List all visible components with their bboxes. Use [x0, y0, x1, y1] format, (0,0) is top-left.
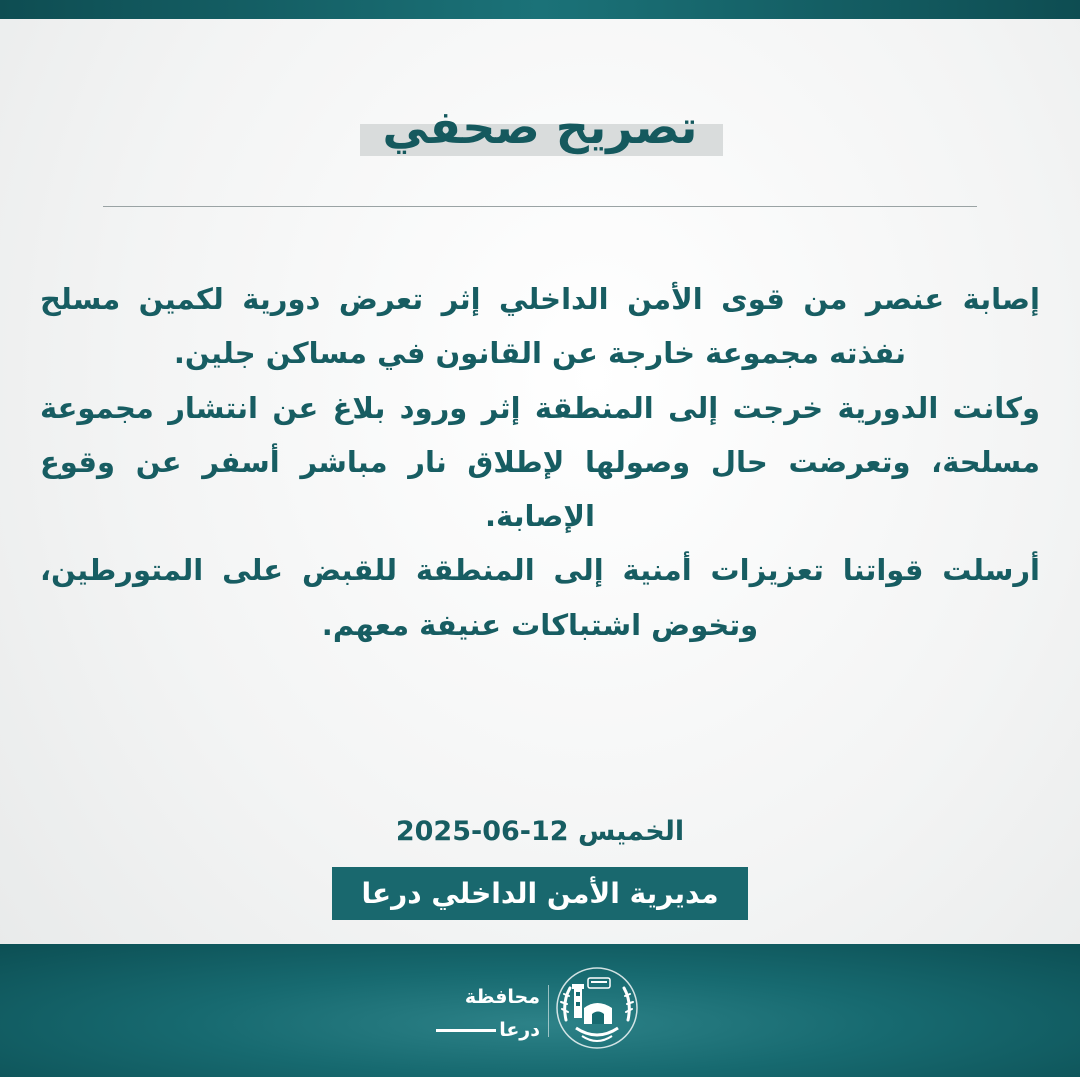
footer-governorate: محافظة [464, 986, 540, 1008]
footer [0, 944, 1080, 1077]
footer-city: درعا [425, 1013, 540, 1047]
statement-body [40, 272, 1040, 652]
page-title: تصريح صحفي [382, 100, 698, 154]
paragraph-2: وكانت الدورية خرجت إلى المنطقة إثر ورود بلاغ عن انتشار مجموعة مسلحة، وتعرضت حال وصولها لإطلاق نار مباشر أسفر عن وقوع الإصابة. [40, 390, 1040, 534]
paragraph-3: أرسلت قواتنا تعزيزات أمنية إلى المنطقة للقبض على المتورطين، وتخوض اشتباكات عنيفة معهم. [40, 553, 1040, 642]
footer-separator [548, 985, 549, 1037]
organization-label: مديرية الأمن الداخلي درعا [332, 867, 748, 920]
statement-date: الخميس 12-06-2025 [395, 816, 685, 847]
divider [103, 206, 977, 207]
paragraph-1: إصابة عنصر من قوى الأمن الداخلي إثر تعرض دورية لكمين مسلح نفذته مجموعة خارجة عن القانون في مساكن جلين. [40, 282, 1040, 371]
emblem-icon [552, 962, 642, 1058]
top-bar [0, 0, 1080, 19]
tatweel-line [436, 1029, 496, 1032]
